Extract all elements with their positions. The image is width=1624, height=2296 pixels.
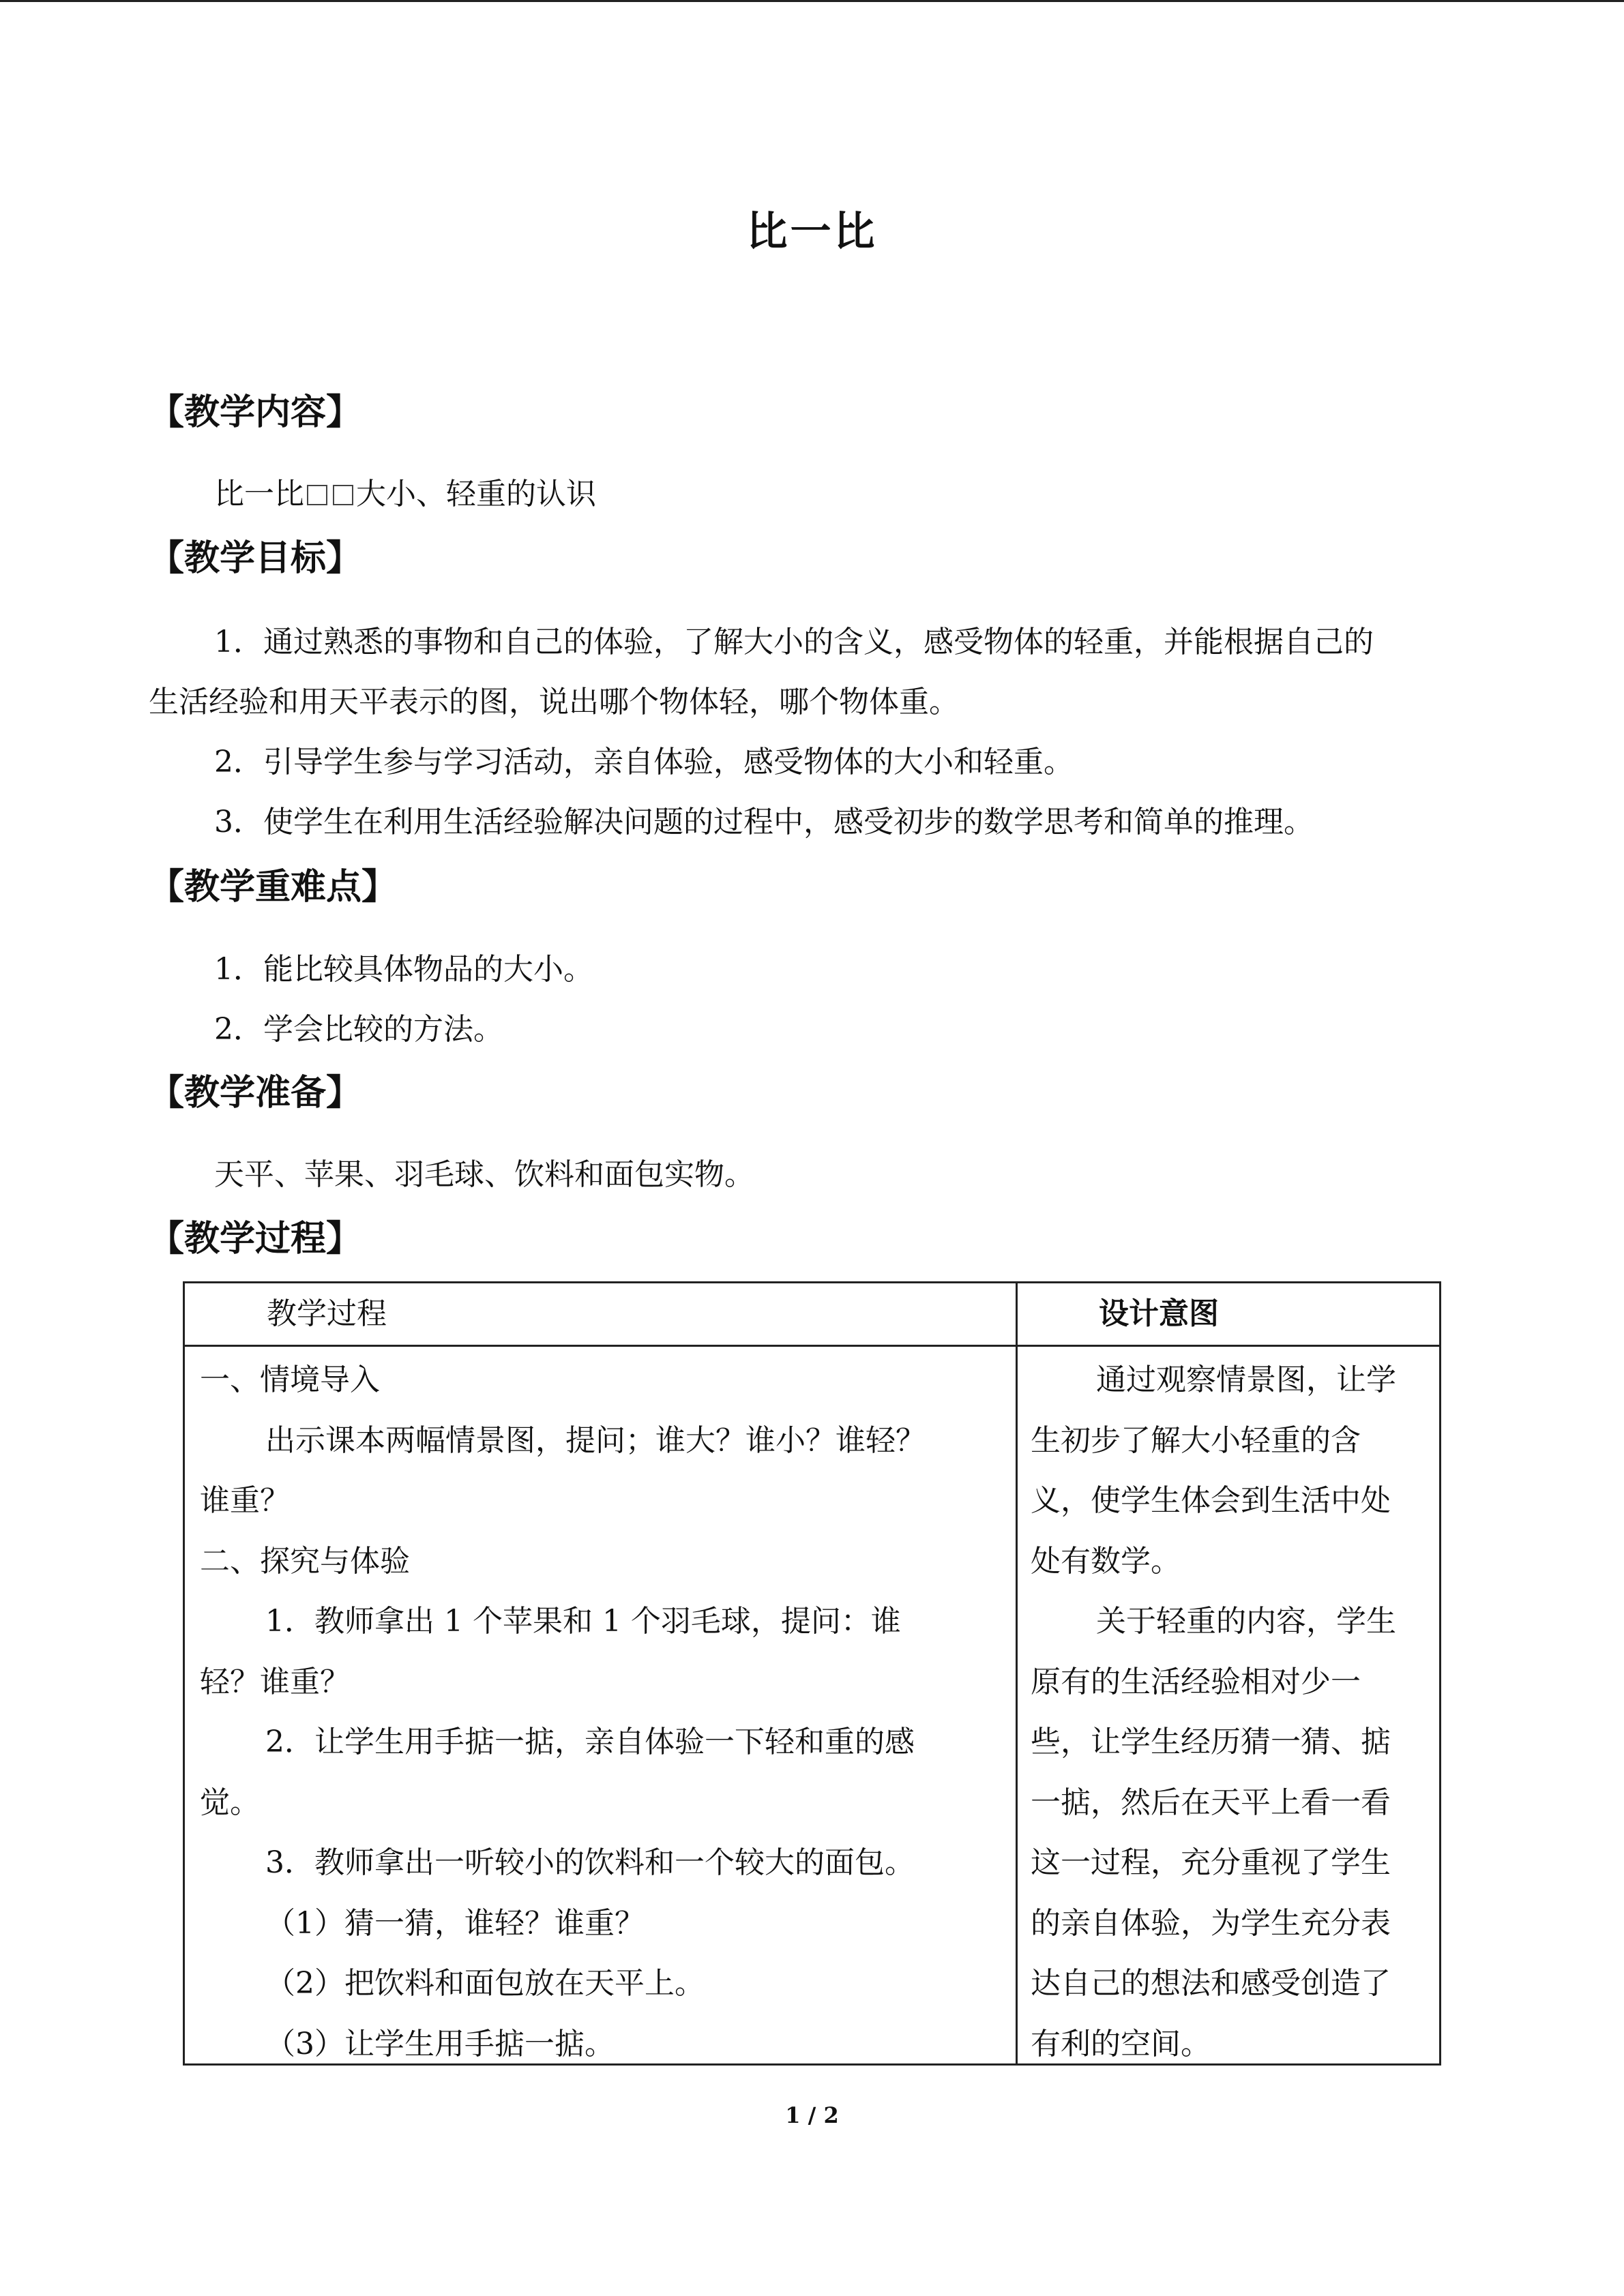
page-top-border — [0, 0, 1624, 2]
process-line: （2）把饮料和面包放在天平上。 — [265, 1966, 705, 2001]
process-line: 一、情境导入 — [200, 1362, 380, 1397]
intent-line: 的亲自体验，为学生充分表 — [1031, 1905, 1391, 1941]
teaching-process-table — [183, 1281, 1441, 2066]
table-header-process: 教学过程 — [267, 1296, 387, 1331]
page-number: 1 / 2 — [785, 2102, 839, 2128]
intent-line: 生初步了解大小轻重的含 — [1031, 1422, 1361, 1458]
teaching-content-text — [149, 464, 1475, 524]
placeholder-box-icon — [333, 485, 353, 505]
heading-preparation: 【教学准备】 — [149, 1072, 362, 1114]
process-line: 谁重？ — [200, 1483, 290, 1518]
table-header-divider — [185, 1345, 1439, 1347]
intent-line: 达自己的想法和感受创造了 — [1031, 1966, 1391, 2001]
intent-line: 通过观察情景图，让学 — [1096, 1362, 1396, 1397]
process-line: 2．让学生用手掂一掂，亲自体验一下轻和重的感 — [265, 1725, 915, 1759]
intent-line: 关于轻重的内容，学生 — [1096, 1604, 1396, 1639]
intent-line: 义，使学生体会到生活中处 — [1031, 1483, 1391, 1518]
intent-line: 些，让学生经历猜一猜、掂 — [1031, 1725, 1391, 1759]
heading-key-points: 【教学重难点】 — [149, 866, 398, 908]
heading-teaching-process: 【教学过程】 — [149, 1218, 362, 1259]
heading-teaching-content: 【教学内容】 — [149, 391, 362, 433]
process-line: （3）让学生用手掂一掂。 — [265, 2026, 615, 2061]
intent-line: 原有的生活经验相对少一 — [1031, 1664, 1361, 1699]
table-header-intent: 设计意图 — [1099, 1296, 1219, 1331]
key-points-text — [149, 940, 1475, 1060]
table-cell-process — [200, 1350, 1005, 2074]
process-line: （1）猜一猜，谁轻？谁重？ — [265, 1905, 645, 1941]
process-line: 出示课本两幅情景图，提问；谁大？谁小？谁轻？ — [265, 1422, 926, 1458]
goal-line: 1．通过熟悉的事物和自己的体验，了解大小的含义，感受物体的轻重，并能根据自己的 — [214, 625, 1374, 659]
table-cell-intent — [1031, 1350, 1433, 2074]
intent-line: 处有数学。 — [1031, 1543, 1181, 1579]
key-point-line: 2．学会比较的方法。 — [214, 1012, 503, 1047]
placeholder-box-icon — [307, 485, 327, 505]
process-line: 觉。 — [200, 1785, 260, 1820]
intent-line: 有利的空间。 — [1031, 2026, 1211, 2061]
goal-line: 3．使学生在利用生活经验解决问题的过程中，感受初步的数学思考和简单的推理。 — [214, 805, 1314, 839]
preparation-line: 天平、苹果、羽毛球、饮料和面包实物。 — [214, 1157, 754, 1192]
preparation-text — [149, 1145, 1475, 1205]
process-line: 3．教师拿出一听较小的饮料和一个较大的面包。 — [265, 1845, 915, 1880]
heading-teaching-goals: 【教学目标】 — [149, 537, 362, 579]
goal-line: 2．引导学生参与学习活动，亲自体验，感受物体的大小和轻重。 — [214, 745, 1074, 779]
teaching-goals-text — [149, 612, 1475, 852]
intent-line: 这一过程，充分重视了学生 — [1031, 1845, 1391, 1880]
content-text-after: 大小、轻重的认识 — [356, 477, 596, 511]
process-line: 轻？谁重？ — [200, 1664, 350, 1699]
table-column-divider — [1016, 1283, 1018, 2063]
intent-line: 一掂，然后在天平上看一看 — [1031, 1785, 1391, 1820]
content-text-before: 比一比 — [214, 477, 304, 511]
key-point-line: 1．能比较具体物品的大小。 — [214, 952, 593, 987]
process-line: 1．教师拿出 1 个苹果和 1 个羽毛球，提问：谁 — [265, 1604, 901, 1639]
goal-line: 生活经验和用天平表示的图，说出哪个物体轻，哪个物体重。 — [149, 685, 959, 719]
page-title: 比一比 — [746, 208, 878, 256]
process-line: 二、探究与体验 — [200, 1543, 410, 1579]
